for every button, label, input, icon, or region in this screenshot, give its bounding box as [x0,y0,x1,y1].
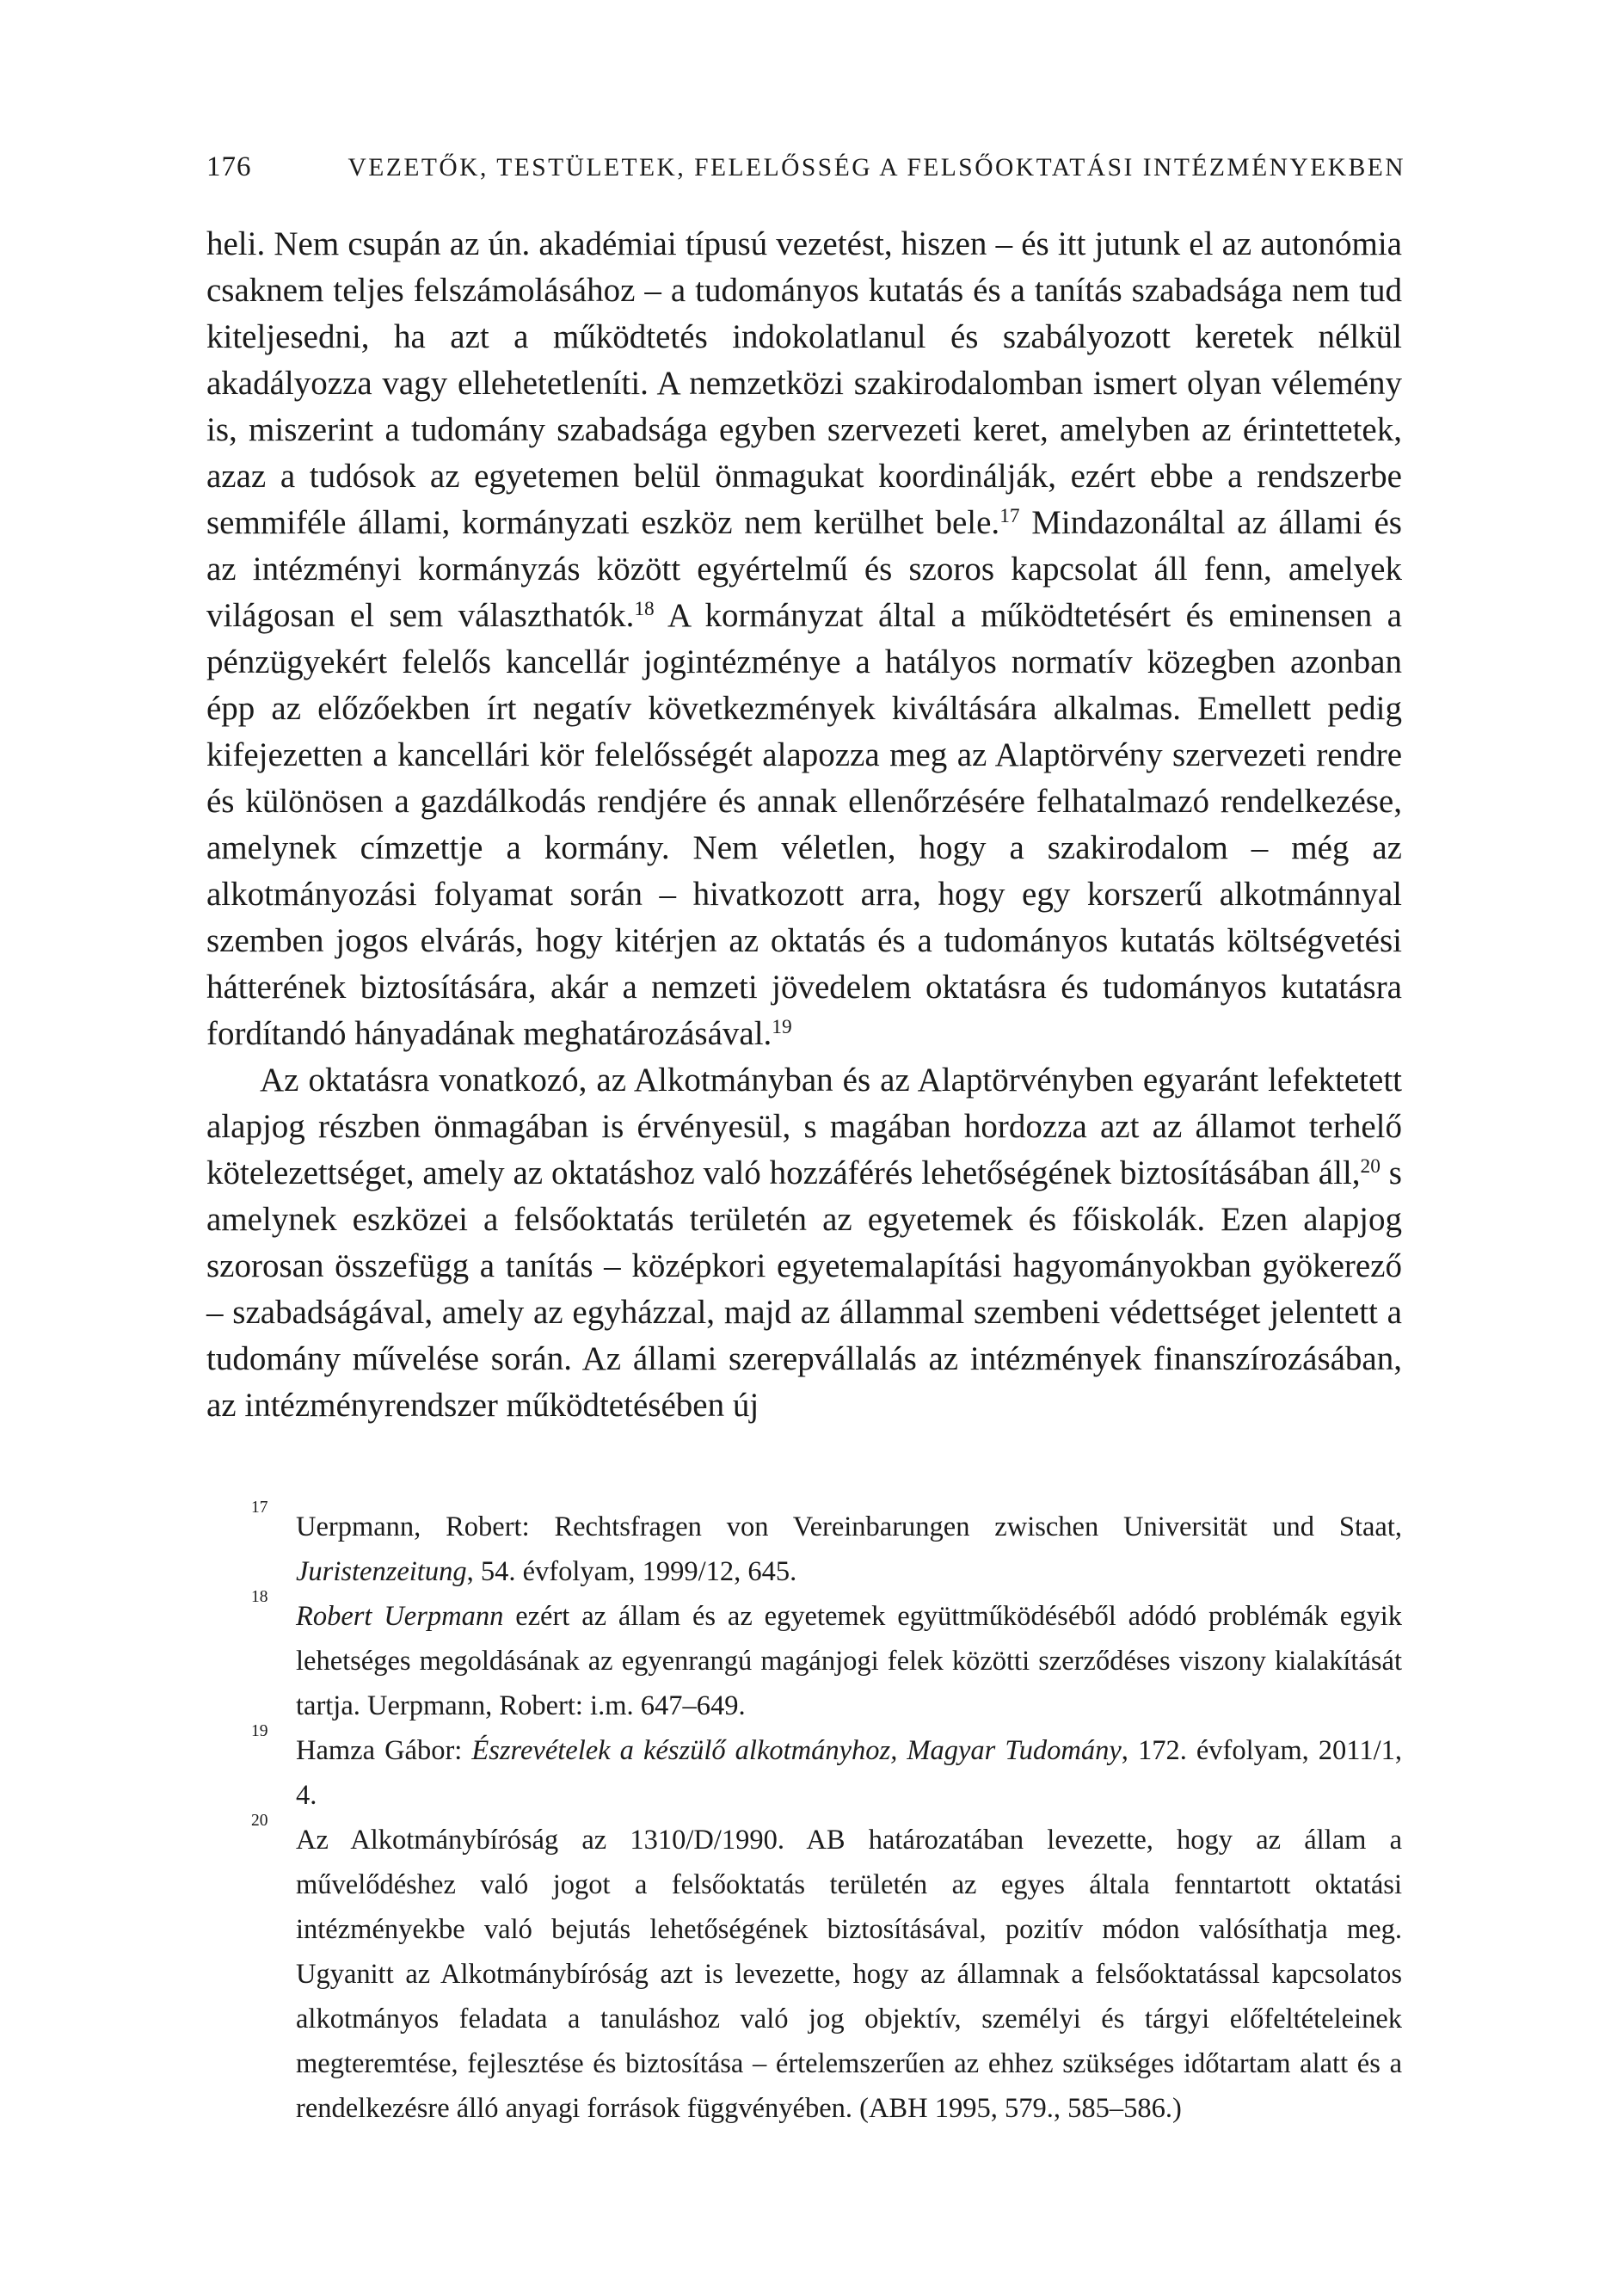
footnote-section [206,1499,1402,2131]
footnote [206,1499,1402,1594]
text-segment: heli. Nem csupán az ún. akadémiai típusú vezetést, hiszen – és itt jutunk el az autonómia csaknem teljes felszámolásához – a tudományos kutatás és a tanítás szabadsága nem tud kiteljesedni, ha azt a működtetés indokolatlanul és szabályozott keretek nélkül akadályozza vagy ellehetetleníti. A nemzetközi szakirodalomban ismert olyan vélemény is, miszerint a tudomány szabadsága egyben szervezeti keret, amelyben az érintettetek, azaz a tudósok az egyetemen belül önmagukat koordinálják, ezért ebbe a rendszerbe semmiféle állami, kormányzati eszköz nem kerülhet bele. [206,225,1402,541]
footnote-number: 19 [251,1722,268,1741]
body-text [206,221,1402,1429]
text-segment: Uerpmann, Robert: Rechtsfragen von Vereinbarungen zwischen Universität und Staat, [296,1511,1402,1542]
page-header [206,148,1406,187]
text-segment: , 54. évfolyam, 1999/12, 645. [466,1556,797,1587]
paragraph [206,1057,1402,1429]
text-segment: Az oktatásra vonatkozó, az Alkotmányban és az Alaptörvényben egyaránt lefektetett alapjog részben önmagában is érvényesül, s magában hordozza azt az államot terhelő kötelezettséget, amely az oktatáshoz való hozzáférés lehetőségének biztosításában áll, [206,1062,1402,1191]
text-segment: A kormányzat által a működtetésért és eminensen a pénzügyekért felelős kancellár jogintézménye a hatályos normatív közegben azonban épp az előzőekben írt negatív következmények kiváltására alkalmas. Emellett pedig kifejezetten a kancellári kör felelősségét alapozza meg az Alaptörvény szervezeti rendre és különösen a gazdálkodás rendjére és annak ellenőrzésére felhatalmazó rendelkezése, amelynek címzettje a kormány. Nem véletlen, hogy a szakirodalom – még az alkotmányozási folyamat során – hivatkozott arra, hogy egy korszerű alkotmánnyal szemben jogos elvárás, hogy kitérjen az oktatás és a tudományos kutatás költségvetési hátterének biztosítására, akár a nemzeti jövedelem oktatásra és tudományos kutatásra fordítandó hányadának meghatározásával. [206,597,1402,1052]
text-segment: , 172. évfolyam, 2011/1, 4. [296,1735,1402,1811]
text-segment: Hamza Gábor: [296,1735,472,1766]
footnote-ref: 17 [999,505,1020,528]
footnote-ref: 20 [1360,1155,1381,1179]
footnote-number: 20 [251,1812,268,1831]
running-title: VEZETŐK, TESTÜLETEK, FELELŐSSÉG A FELSŐOKTATÁSI INTÉZMÉNYEKBEN [347,154,1406,182]
footnote-text [296,1825,1402,2124]
footnote-ref: 19 [772,1016,792,1039]
page-number: 176 [206,151,252,182]
text-segment: Mindazonáltal az állami és az intézményi kormányzás között egyértelmű és szoros kapcsolat áll fenn, amelyek világosan el sem választhatók. [206,504,1402,634]
text-segment: ezért az állam és az egyetemek együttműködéséből adódó problémák egyik lehetséges megoldásának az egyenrangú magánjogi felek közötti szerződéses viszony kialakítását tartja. Uerpmann, Robert: i.m. 647–649. [296,1601,1402,1721]
footnote [206,1812,1402,2131]
footnote-text [296,1511,1402,1587]
paragraph [206,221,1402,1057]
footnote [206,1722,1402,1818]
text-segment: Az Alkotmánybíróság az 1310/D/1990. AB határozatában levezette, hogy az állam a művelődéshez való jogot a felsőoktatás területén az egyes általa fenntartott oktatási intézményekbe való bejutás lehetőségének biztosításával, pozitív módon valósíthatja meg. Ugyanitt az Alkotmánybíróság azt is levezette, hogy az államnak a felsőoktatással kapcsolatos alkotmányos feladata a tanuláshoz való jog objektív, személyi és tárgyi előfeltételeinek megteremtése, fejlesztése és biztosítása – értelemszerűen az ehhez szükséges időtartam alatt és a rendelkezésre álló anyagi források függvényében. (ABH 1995, 579., 585–586.) [296,1825,1402,2124]
footnote-text [296,1601,1402,1721]
footnote-number: 18 [251,1588,268,1607]
text-segment: Juristenzeitung [296,1556,467,1587]
footnote [206,1588,1402,1728]
text-segment: s amelynek eszközei a felsőoktatás területén az egyetemek és főiskolák. Ezen alapjog szorosan összefügg a tanítás – középkori egyetemalapítási hagyományokban gyökerező – szabadságával, amely az egyházzal, majd az állammal szembeni védettséget jelentett a tudomány művelése során. Az állami szerepvállalás az intézmények finanszírozásában, az intézményrendszer működtetésében új [206,1154,1402,1424]
text-segment: Robert Uerpmann [296,1601,504,1632]
text-segment: Észrevételek a készülő alkotmányhoz, Magyar Tudomány [471,1735,1122,1766]
footnote-ref: 18 [634,598,655,621]
footnote-text [296,1735,1402,1811]
footnote-number: 17 [251,1499,268,1517]
